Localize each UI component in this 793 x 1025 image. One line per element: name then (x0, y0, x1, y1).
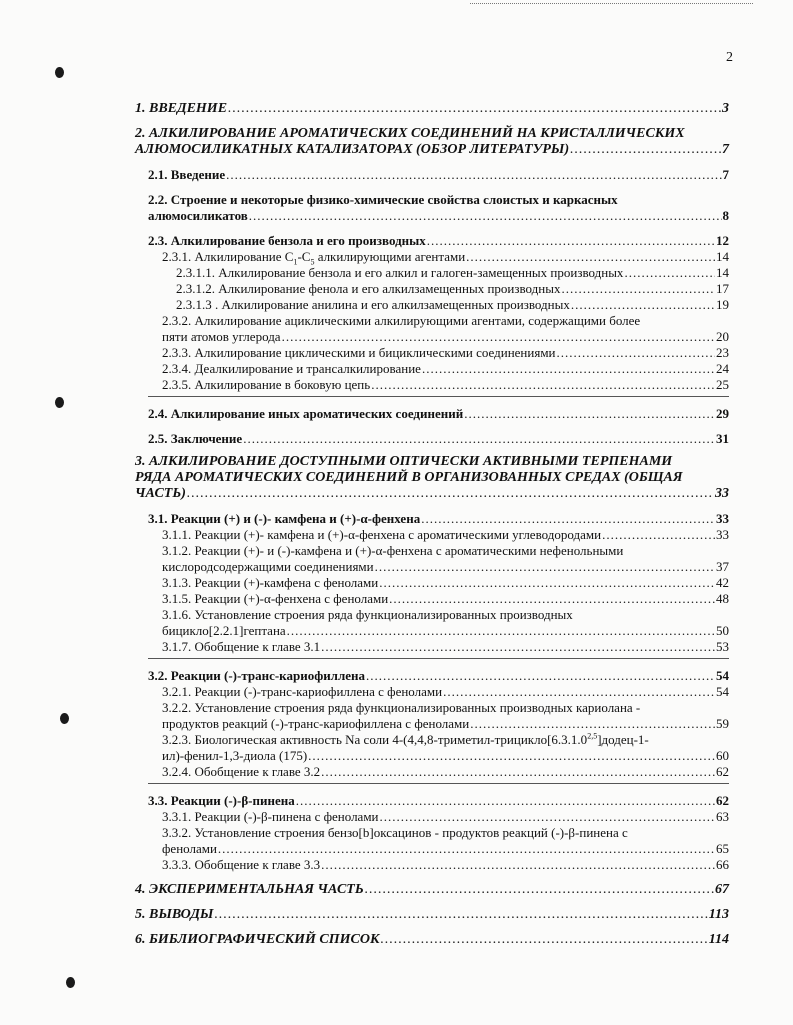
toc-entry-title: 3.2.4. Обобщение к главе 3.2 (162, 764, 321, 779)
punch-hole-mark (66, 977, 75, 988)
toc-entry[interactable] (135, 857, 729, 873)
toc-entry-title: 3.1.5. Реакции (+)-α-фенхена с фенолами (162, 591, 389, 606)
toc-entry-title: 1. ВВЕДЕНИЕ (135, 101, 228, 116)
toc-entry-line: 3.2.3. Биологическая активность Na соли 4-(4,4,8-триметил-трицикло[6.3.1.0$^{2,5}$]додец-1- (162, 731, 649, 747)
toc-page-number: 7 (722, 167, 729, 182)
toc-entry-title: 3.1.1. Реакции (+)- камфена и (+)-α-фенхена с ароматическими углеводородами (162, 527, 602, 542)
dot-leader (296, 793, 715, 809)
dot-leader (570, 142, 721, 158)
toc-entry-title: 2.3.1.3 . Алкилирование анилина и его алкилзамещенных производных (176, 297, 570, 312)
dot-leader (187, 486, 714, 502)
dot-leader (365, 882, 714, 898)
dot-leader (443, 684, 715, 700)
toc-entry-title: 2.4. Алкилирование иных ароматических соединений (148, 406, 464, 421)
toc-entry[interactable] (135, 297, 729, 313)
punch-hole-mark (55, 67, 64, 78)
punch-hole-mark (60, 713, 69, 724)
toc-entry[interactable] (135, 684, 729, 700)
toc-entry-title: 3.3.3. Обобщение к главе 3.3 (162, 857, 321, 872)
dot-leader (561, 281, 715, 297)
toc-page-number: 33 (716, 511, 729, 526)
dot-leader (379, 575, 715, 591)
toc-entry-title: 6. БИБЛИОГРАФИЧЕСКИЙ СПИСОК (135, 932, 380, 947)
dot-leader (282, 329, 715, 345)
toc-entry-title: АЛЮМОСИЛИКАТНЫХ КАТАЛИЗАТОРАХ (ОБЗОР ЛИТЕРАТУРЫ) (135, 142, 570, 157)
toc-page-number: 33 (715, 486, 729, 501)
toc-entry-line: 3. АЛКИЛИРОВАНИЕ ДОСТУПНЫМИ ОПТИЧЕСКИ АКТИВНЫМИ ТЕРПЕНАМИ (135, 454, 673, 469)
dot-leader (624, 265, 715, 281)
toc-entry-line: 3.1.2. Реакции (+)- и (-)-камфена и (+)-α-фенхена с ароматическими нефенольными (162, 543, 624, 558)
dot-leader (421, 511, 715, 527)
dot-leader (287, 623, 715, 639)
dot-leader (422, 361, 715, 377)
toc-entry[interactable] (135, 793, 729, 809)
toc-entry[interactable] (135, 431, 729, 447)
dot-leader (321, 857, 715, 873)
toc-page-number: 24 (716, 361, 729, 376)
toc-page-number: 66 (716, 857, 729, 872)
toc-entry[interactable] (135, 167, 729, 183)
toc-entry-title: 3.3.1. Реакции (-)-β-пинена с фенолами (162, 809, 379, 824)
toc-entry[interactable] (135, 192, 729, 224)
toc-entry[interactable] (135, 377, 729, 393)
toc-entry[interactable] (135, 233, 729, 249)
toc-entry-title: 3.1.3. Реакции (+)-камфена с фенолами (162, 575, 379, 590)
toc-page-number: 62 (716, 764, 729, 779)
toc-page-number: 14 (716, 265, 729, 280)
toc-entry[interactable] (135, 126, 729, 158)
toc-page-number: 50 (716, 623, 729, 638)
toc-page-number: 113 (708, 907, 729, 922)
dot-leader (321, 639, 715, 655)
toc-page-number: 17 (716, 281, 729, 296)
dot-leader (243, 431, 715, 447)
dot-leader (557, 345, 715, 361)
toc-entry-title: 3.3. Реакции (-)-β-пинена (148, 793, 295, 808)
toc-entry[interactable] (135, 639, 729, 655)
dot-leader (249, 208, 722, 224)
dot-leader (228, 101, 721, 117)
section-rule (148, 658, 729, 659)
dot-leader (571, 297, 715, 313)
toc-page-number: 60 (716, 748, 729, 763)
toc-entry[interactable] (135, 700, 729, 732)
toc-page-number: 54 (716, 684, 729, 699)
dot-leader (466, 249, 715, 265)
toc-entry-title: ил)-фенил-1,3-диола (175) (162, 748, 308, 763)
toc-page-number: 65 (716, 841, 729, 856)
dot-leader (308, 748, 715, 764)
toc-entry-title: пяти атомов углерода (162, 329, 281, 344)
toc-entry-line: 2.3.2. Алкилирование ациклическими алкилирующими агентами, содержащими более (162, 313, 641, 328)
toc-entry[interactable] (135, 265, 729, 281)
dot-leader (427, 233, 715, 249)
toc-entry[interactable] (135, 668, 729, 684)
toc-page-number: 31 (716, 431, 729, 446)
toc-entry[interactable] (135, 101, 729, 117)
toc-page-number: 54 (716, 668, 729, 683)
dot-leader (375, 559, 715, 575)
toc-page-number: 67 (715, 882, 729, 897)
dot-leader (226, 167, 721, 183)
toc-entry[interactable] (135, 882, 729, 898)
toc-page-number: 42 (716, 575, 729, 590)
toc-page-number: 23 (716, 345, 729, 360)
toc-page-number: 14 (716, 249, 729, 264)
toc-entry[interactable] (135, 809, 729, 825)
dot-leader (214, 907, 707, 923)
toc-page-number: 53 (716, 639, 729, 654)
toc-entry[interactable] (135, 907, 729, 923)
toc-entry-title: фенолами (162, 841, 217, 856)
toc-entry[interactable] (135, 406, 729, 422)
toc-entry-line: РЯДА АРОМАТИЧЕСКИХ СОЕДИНЕНИЙ В ОРГАНИЗОВАННЫХ СРЕДАХ (ОБЩАЯ (135, 470, 683, 485)
toc-page-number: 29 (716, 406, 729, 421)
toc-entry-title: 5. ВЫВОДЫ (135, 907, 214, 922)
punch-hole-mark (55, 397, 64, 408)
toc-entry-title: 2.3.3. Алкилирование циклическими и бициклическими соединениями (162, 345, 556, 360)
toc-entry[interactable] (135, 313, 729, 345)
toc-entry-line: 3.1.6. Установление строения ряда функционализированных производных (162, 607, 573, 622)
toc-page-number: 20 (716, 329, 729, 344)
toc-page-number: 25 (716, 377, 729, 392)
toc-entry-line: 2. АЛКИЛИРОВАНИЕ АРОМАТИЧЕСКИХ СОЕДИНЕНИЙ НА КРИСТАЛЛИЧЕСКИХ (135, 126, 685, 141)
toc-page-number: 48 (716, 591, 729, 606)
toc-entry-title: 3.1. Реакции (+) и (-)- камфена и (+)-α-фенхена (148, 511, 421, 526)
toc-entry-title: 4. ЭКСПЕРИМЕНТАЛЬНАЯ ЧАСТЬ (135, 882, 364, 897)
toc-entry[interactable] (135, 732, 729, 764)
toc-entry-title: алюмосиликатов (148, 208, 248, 223)
toc-entry[interactable] (135, 591, 729, 607)
toc-entry-title: 2.1. Введение (148, 167, 226, 182)
toc-entry-line: 3.2.2. Установление строения ряда функционализированных производных кариолана - (162, 700, 641, 715)
toc-entry[interactable] (135, 361, 729, 377)
toc-page-number: 12 (716, 233, 729, 248)
toc-entry-title: кислородсодержащими соединениями (162, 559, 374, 574)
toc-entry-title: ЧАСТЬ) (135, 486, 186, 501)
toc-entry-title: 3.2.1. Реакции (-)-транс-кариофиллена с фенолами (162, 684, 443, 699)
toc-entry[interactable] (135, 607, 729, 639)
toc-entry[interactable] (135, 345, 729, 361)
toc-page-number: 33 (716, 527, 729, 542)
toc-entry[interactable] (135, 281, 729, 297)
toc-entry-title: 2.3.1.2. Алкилирование фенола и его алкилзамещенных производных (176, 281, 561, 296)
toc-page-number: 59 (716, 716, 729, 731)
toc-entry-title: 2.3. Алкилирование бензола и его производных (148, 233, 426, 248)
toc-entry-title: 3.1.7. Обобщение к главе 3.1 (162, 639, 321, 654)
toc-entry[interactable] (135, 575, 729, 591)
toc-entry-title: 2.3.1.1. Алкилирование бензола и его алкил и галоген-замещенных производных (176, 265, 624, 280)
toc-page-number: 62 (716, 793, 729, 808)
toc-entry[interactable] (135, 932, 729, 948)
toc-entry-title: бицикло[2.2.1]гептана (162, 623, 286, 638)
toc-entry[interactable] (135, 825, 729, 857)
toc-page-number: 114 (708, 932, 729, 947)
dot-leader (470, 716, 715, 732)
dot-leader (602, 527, 715, 543)
dot-leader (366, 668, 715, 684)
toc-entry-title: 2.5. Заключение (148, 431, 243, 446)
toc-page-number: 7 (722, 142, 729, 157)
toc-entry-title: 2.3.1. Алкилирование $C_1-C_5$ алкилирующими агентами (162, 249, 466, 267)
dot-leader (380, 932, 707, 948)
dot-leader (389, 591, 715, 607)
toc-entry-title: продуктов реакций (-)-транс-кариофиллена с фенолами (162, 716, 470, 731)
dot-leader (371, 377, 715, 393)
toc-entry-title: 2.3.5. Алкилирование в боковую цепь (162, 377, 371, 392)
toc-page-number: 37 (716, 559, 729, 574)
table-of-contents (135, 101, 729, 948)
dot-leader (464, 406, 715, 422)
scan-top-edge (470, 3, 753, 4)
toc-entry[interactable] (135, 543, 729, 575)
toc-entry[interactable] (135, 454, 729, 502)
toc-page-number: 8 (722, 208, 729, 223)
toc-entry[interactable] (135, 764, 729, 780)
toc-entry[interactable] (135, 527, 729, 543)
section-rule (148, 396, 729, 397)
dot-leader (380, 809, 715, 825)
toc-entry[interactable] (135, 249, 729, 265)
section-rule (148, 783, 729, 784)
toc-entry-title: 2.3.4. Деалкилирование и трансалкилирование (162, 361, 421, 376)
toc-entry-title: 3.2. Реакции (-)-транс-кариофиллена (148, 668, 366, 683)
toc-page-number: 3 (722, 101, 729, 116)
toc-entry-line: 3.3.2. Установление строения бензо[b]оксацинов - продуктов реакций (-)-β-пинена с (162, 825, 628, 840)
page-number: 2 (726, 50, 733, 65)
dot-leader (321, 764, 715, 780)
toc-page-number: 19 (716, 297, 729, 312)
toc-entry-line: 2.2. Строение и некоторые физико-химические свойства слоистых и каркасных (148, 192, 618, 207)
dot-leader (218, 841, 715, 857)
toc-page-number: 63 (716, 809, 729, 824)
toc-entry[interactable] (135, 511, 729, 527)
